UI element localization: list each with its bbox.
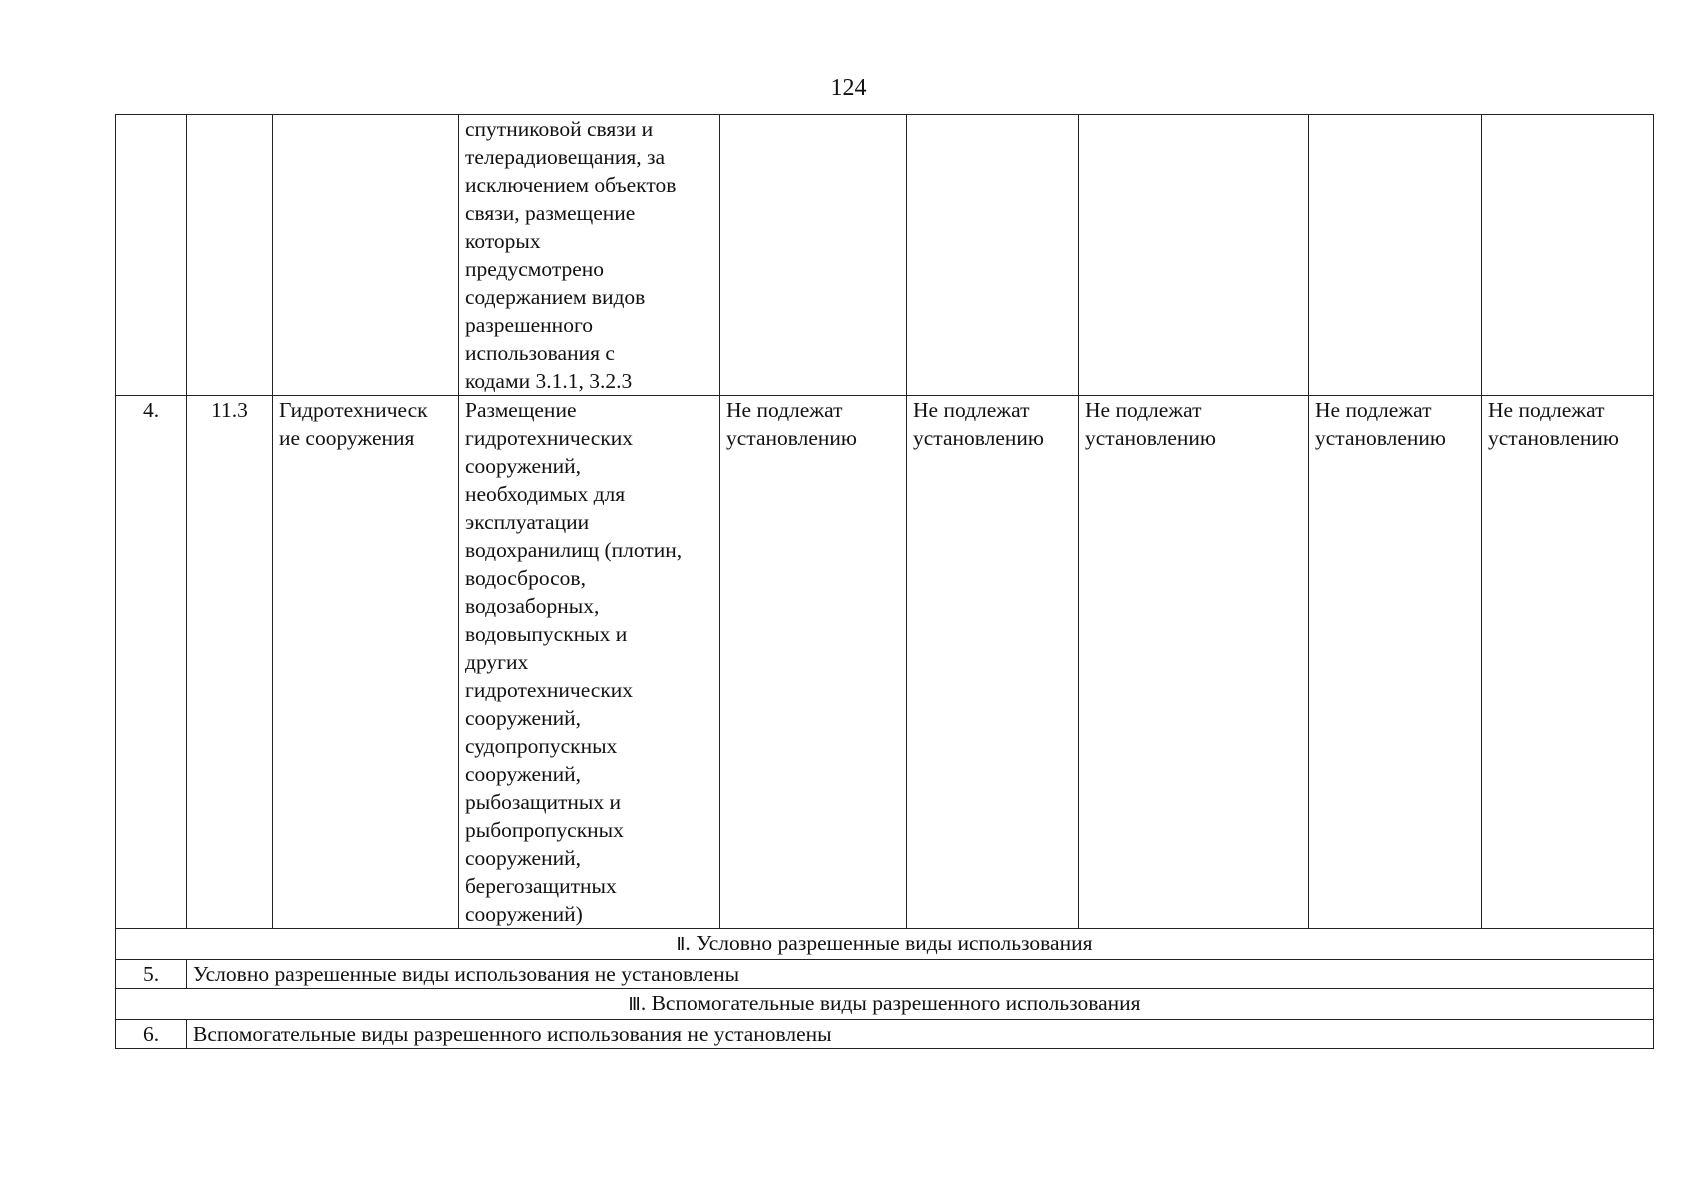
cell-code-empty bbox=[187, 115, 273, 396]
cell-description bbox=[459, 115, 720, 396]
row-number: 5. bbox=[116, 960, 187, 989]
param-cell-1: Не подлежат установлению bbox=[720, 396, 907, 929]
row-number: 4. bbox=[116, 396, 187, 929]
cell-no-empty bbox=[116, 115, 187, 396]
row-5-text: Условно разрешенные виды использования не установлены bbox=[187, 960, 1654, 989]
table-row-continuation bbox=[116, 115, 1654, 396]
section-title-2 bbox=[116, 929, 1654, 960]
cell-param-empty bbox=[720, 115, 907, 396]
cell-param-empty bbox=[1482, 115, 1654, 396]
use-description: Размещение гидротехнических сооружений, необходимых для эксплуатации водохранилищ (плотин, водосбросов, водозаборных, водовыпускных и других гидротехнических сооружений, судопропускных сооружений, рыбозащитных и рыбопропускных сооружений, берегозащитных сооружений) bbox=[459, 396, 720, 929]
param-cell-2: Не подлежат установлению bbox=[907, 396, 1079, 929]
cell-param-empty bbox=[907, 115, 1079, 396]
page-number: 124 bbox=[830, 75, 867, 101]
continuation-description: спутниковой связи и телерадиовещания, за исключением объектов связи, размещение которых предусмотрено содержанием видов разрешенного использования с кодами 3.1.1, 3.2.3 bbox=[465, 117, 677, 393]
table-row-4 bbox=[116, 396, 1654, 929]
use-code: 11.3 bbox=[187, 396, 273, 929]
section-heading-3 bbox=[116, 989, 1654, 1020]
section-title-2-text: . Условно разрешенные виды использования bbox=[685, 931, 1093, 955]
param-cell-5: Не подлежат установлению bbox=[1482, 396, 1654, 929]
row-6-text: Вспомогательные виды разрешенного использования не установлены bbox=[187, 1020, 1654, 1049]
section-title-3 bbox=[116, 989, 1654, 1020]
cell-param-empty bbox=[1309, 115, 1482, 396]
table-row-6 bbox=[116, 1020, 1654, 1049]
section-heading-2 bbox=[116, 929, 1654, 960]
cell-name-empty bbox=[273, 115, 459, 396]
row-number: 6. bbox=[116, 1020, 187, 1049]
roman-numeral-2: Ⅱ bbox=[676, 934, 686, 955]
param-cell-4: Не подлежат установлению bbox=[1309, 396, 1482, 929]
table-row-5 bbox=[116, 960, 1654, 989]
use-name: Гидротехническ ие сооружения bbox=[273, 396, 459, 929]
param-cell-3: Не подлежат установлению bbox=[1079, 396, 1309, 929]
section-title-3-text: . Вспомогательные виды разрешенного использования bbox=[640, 991, 1141, 1015]
roman-numeral-3: Ⅲ bbox=[628, 994, 641, 1015]
land-use-table bbox=[115, 114, 1654, 1049]
cell-param-empty bbox=[1079, 115, 1309, 396]
